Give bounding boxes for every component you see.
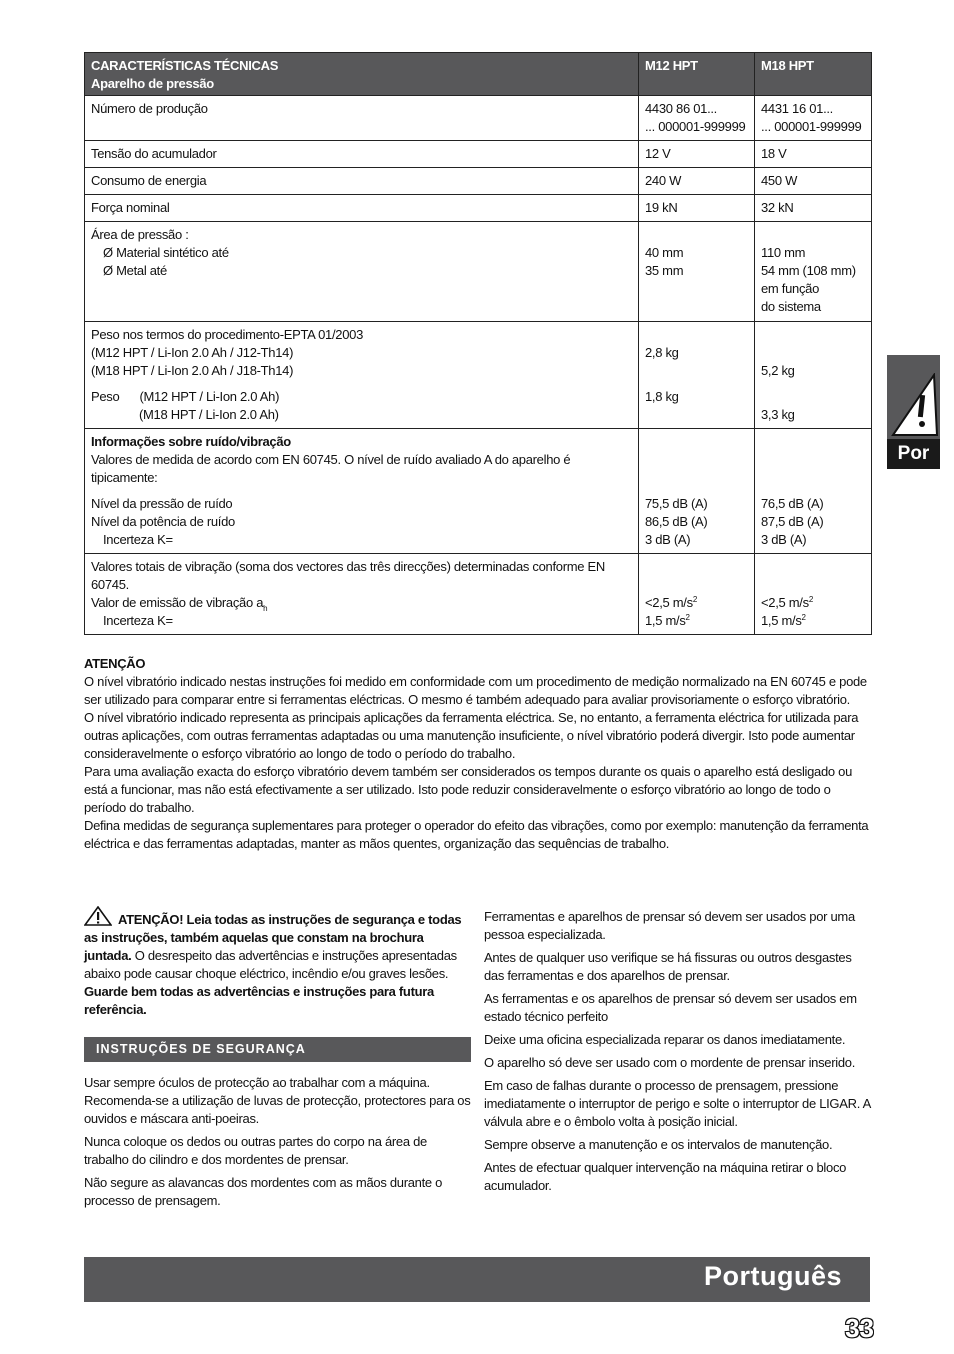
cell-line: 75,5 dB (A) bbox=[645, 496, 708, 511]
left-column bbox=[84, 906, 471, 1215]
cell-line: (M18 HPT / Li-Ion 2.0 Ah) bbox=[139, 407, 279, 422]
cell-line: 54 mm (108 mm) bbox=[761, 263, 856, 278]
safety-item: Ferramentas e aparelhos de prensar só devem ser usados por uma pessoa especializada. bbox=[484, 909, 855, 942]
vib-value: <2,5 m/s bbox=[645, 595, 693, 610]
cell-line: 87,5 dB (A) bbox=[761, 514, 824, 529]
header-m18: M18 HPT bbox=[755, 53, 872, 96]
row-m12: 240 W bbox=[639, 168, 755, 195]
warning-normal-text: O desrespeito das advertências e instruções apresentadas abaixo pode causar choque eléctrico, incêndio e/ou graves lesões. bbox=[84, 948, 457, 981]
cell-line: ... 000001-999999 bbox=[761, 119, 862, 134]
row-m12 bbox=[639, 322, 755, 429]
language-side-tab bbox=[887, 355, 940, 469]
cell-line bbox=[761, 612, 865, 630]
attention-paragraph: Para uma avaliação exacta do esforço vibratório devem também ser considerados os tempos durante os quais o aparelho está desligado ou está a funcionar, mas não está efectivamente a ser utilizado. Isto pode reduzir consideravelmente o esforço vibratório ao longo de todo o período do trabalho. bbox=[84, 764, 853, 815]
safety-item: Nunca coloque os dedos ou outras partes do corpo na área de trabalho do cilindro e dos mordentes de prensar. bbox=[84, 1134, 427, 1167]
cell-line: 5,2 kg bbox=[761, 363, 795, 378]
row-m18 bbox=[755, 554, 872, 635]
row-label: Consumo de energia bbox=[85, 168, 639, 195]
row-label: Número de produção bbox=[85, 96, 639, 141]
row-label: Tensão do acumulador bbox=[85, 141, 639, 168]
row-label bbox=[85, 554, 639, 635]
superscript: 2 bbox=[801, 613, 806, 622]
row-m12 bbox=[639, 96, 755, 141]
cell-line: Peso nos termos do procedimento-EPTA 01/2003 bbox=[91, 327, 364, 342]
safety-item: Não segure as alavancas dos mordentes com as mãos durante o processo de prensagem. bbox=[84, 1175, 443, 1208]
row-m12 bbox=[639, 222, 755, 322]
cell-line bbox=[645, 594, 748, 612]
warning-bold-text-2: Guarde bem todas as advertências e instruções para futura referência. bbox=[84, 984, 434, 1017]
cell-line: Incerteza K= bbox=[103, 532, 173, 547]
warning-triangle-icon bbox=[889, 373, 939, 439]
table-row bbox=[85, 141, 872, 168]
cell-line bbox=[761, 594, 865, 612]
header-m12: M12 HPT bbox=[639, 53, 755, 96]
safety-item: Sempre observe a manutenção e os intervalos de manutenção. bbox=[484, 1137, 833, 1152]
subscript-h: h bbox=[263, 604, 268, 613]
vib-emission-label: Valor de emissão de vibração a bbox=[91, 595, 264, 610]
page-number: 33 bbox=[845, 1313, 874, 1343]
cell-line: (M12 HPT / Li-Ion 2.0 Ah / J12-Th14) bbox=[91, 345, 294, 360]
table-row bbox=[85, 222, 872, 322]
cell-line: Incerteza K= bbox=[103, 613, 173, 628]
safety-item: Deixe uma oficina especializada reparar os danos imediatamente. bbox=[484, 1032, 846, 1047]
row-m18: 32 kN bbox=[755, 195, 872, 222]
cell-line: Informações sobre ruído/vibração bbox=[91, 434, 291, 449]
weight-m12-label: (M12 HPT / Li-Ion 2.0 Ah) bbox=[139, 389, 280, 404]
row-m18 bbox=[755, 322, 872, 429]
safety-item: Antes de efectuar qualquer intervenção na máquina retirar o bloco acumulador. bbox=[484, 1160, 847, 1193]
superscript: 2 bbox=[808, 595, 813, 604]
cell-line: 1,8 kg bbox=[645, 389, 679, 404]
cell-line: 3 dB (A) bbox=[761, 532, 807, 547]
cell-line: 76,5 dB (A) bbox=[761, 496, 824, 511]
row-m12 bbox=[639, 429, 755, 554]
cell-line: Ø Metal até bbox=[103, 263, 167, 278]
superscript: 2 bbox=[685, 613, 690, 622]
cell-line: 2,8 kg bbox=[645, 345, 679, 360]
cell-line: 110 mm bbox=[761, 245, 806, 260]
row-label bbox=[85, 322, 639, 429]
row-m12: 12 V bbox=[639, 141, 755, 168]
cell-line: 3 dB (A) bbox=[645, 532, 691, 547]
row-m18 bbox=[755, 429, 872, 554]
header-title-cell bbox=[85, 53, 639, 96]
header-subtitle: Aparelho de pressão bbox=[91, 76, 214, 91]
cell-line: em função bbox=[761, 281, 820, 296]
cell-line: 86,5 dB (A) bbox=[645, 514, 708, 529]
table-row bbox=[85, 429, 872, 554]
row-m12: 19 kN bbox=[639, 195, 755, 222]
vib-value: 1,5 m/s bbox=[645, 613, 686, 628]
language-label: Por bbox=[887, 439, 940, 469]
safety-item: O aparelho só deve ser usado com o mordente de prensar inserido. bbox=[484, 1055, 856, 1070]
cell-line: 3,3 kg bbox=[761, 407, 795, 422]
cell-line: do sistema bbox=[761, 299, 821, 314]
safety-item: Antes de qualquer uso verifique se há fissuras ou outros desgastes das ferramentas e dos aparelhos de prensar. bbox=[484, 950, 852, 983]
table-header-row bbox=[85, 53, 872, 96]
row-m18: 450 W bbox=[755, 168, 872, 195]
warning-paragraph bbox=[84, 906, 471, 1019]
cell-line: Área de pressão : bbox=[91, 227, 189, 242]
cell-line bbox=[645, 612, 748, 630]
safety-heading: INSTRUÇÕES DE SEGURANÇA bbox=[84, 1037, 471, 1062]
superscript: 2 bbox=[692, 595, 697, 604]
row-m12 bbox=[639, 554, 755, 635]
footer-bar bbox=[84, 1257, 870, 1302]
attention-block bbox=[84, 655, 874, 853]
warning-icon bbox=[84, 906, 112, 926]
cell-line bbox=[91, 388, 632, 406]
cell-line bbox=[91, 594, 632, 612]
table-row bbox=[85, 168, 872, 195]
safety-item: As ferramentas e os aparelhos de prensar só devem ser usados em estado técnico perfeito bbox=[484, 991, 857, 1024]
row-label: Força nominal bbox=[85, 195, 639, 222]
vib-value: 1,5 m/s bbox=[761, 613, 802, 628]
safety-item: Usar sempre óculos de protecção ao trabalhar com a máquina. Recomenda-se a utilização de luvas de protecção, protectores para os ouvidos e máscara anti-poeiras. bbox=[84, 1075, 471, 1126]
weight-label: Peso bbox=[91, 389, 120, 404]
table-row bbox=[85, 554, 872, 635]
row-m18: 18 V bbox=[755, 141, 872, 168]
table-row bbox=[85, 96, 872, 141]
attention-paragraph: O nível vibratório indicado representa as principais aplicações da ferramenta eléctrica. Se, no entanto, a ferramenta eléctrica for utilizada para outras aplicações, com outras ferramentas adaptadas ou uma manutenção insuficiente, o nível vibratório poderá divergir. Isto pode aumentar consideravelmente o esforço vibratório ao longo de todo o período do trabalho. bbox=[84, 710, 859, 761]
cell-line: ... 000001-999999 bbox=[645, 119, 746, 134]
cell-line: Ø Material sintético até bbox=[103, 245, 229, 260]
header-title: CARACTERÍSTICAS TÉCNICAS bbox=[91, 58, 279, 73]
safety-item: Em caso de falhas durante o processo de prensagem, pressione imediatamente o interruptor de perigo e solte o interruptor de LIGAR. A válvula abre e o êmbolo volta à posição inicial. bbox=[484, 1078, 871, 1129]
cell-line: 35 mm bbox=[645, 263, 684, 278]
cell-line: Valores totais de vibração (soma dos vectores das três direcções) determinadas conforme EN 60745. bbox=[91, 559, 605, 592]
cell-line: Nível da pressão de ruído bbox=[91, 496, 233, 511]
attention-title: ATENÇÃO bbox=[84, 656, 146, 671]
attention-paragraph: O nível vibratório indicado nestas instruções foi medido em conformidade com um procedimento de medição normalizado na EN 60745 e pode ser utilizado para comparar entre si ferramentas eléctricas. O mesmo é também adequado para avaliar provisoriamente o esforço vibratório. bbox=[84, 674, 867, 707]
cell-line: 40 mm bbox=[645, 245, 684, 260]
cell-line: Valores de medida de acordo com EN 60745. O nível de ruído avaliado A do aparelho é tipicamente: bbox=[91, 452, 571, 485]
cell-line: 4430 86 01... bbox=[645, 101, 717, 116]
row-label bbox=[85, 429, 639, 554]
tech-specs-table bbox=[84, 52, 872, 635]
row-m18 bbox=[755, 96, 872, 141]
attention-paragraph: Defina medidas de segurança suplementares para proteger o operador do efeito das vibrações, como por exemplo: manutenção da ferramenta eléctrica e das ferramentas adaptadas, manter as mãos quentes, organização das sequências de trabalho. bbox=[84, 818, 869, 851]
cell-line: Nível da potência de ruído bbox=[91, 514, 235, 529]
row-m18 bbox=[755, 222, 872, 322]
row-label bbox=[85, 222, 639, 322]
right-column bbox=[484, 908, 874, 1200]
warning-bold-text: ATENÇÃO! Leia todas as instruções de segurança e todas as instruções, também aquelas que constam na brochura juntada. bbox=[84, 912, 462, 963]
cell-line: 4431 16 01... bbox=[761, 101, 833, 116]
table-row bbox=[85, 322, 872, 429]
table-row bbox=[85, 195, 872, 222]
cell-line: (M18 HPT / Li-Ion 2.0 Ah / J18-Th14) bbox=[91, 363, 294, 378]
footer-language-title: Português bbox=[703, 1261, 842, 1291]
vib-value: <2,5 m/s bbox=[761, 595, 809, 610]
